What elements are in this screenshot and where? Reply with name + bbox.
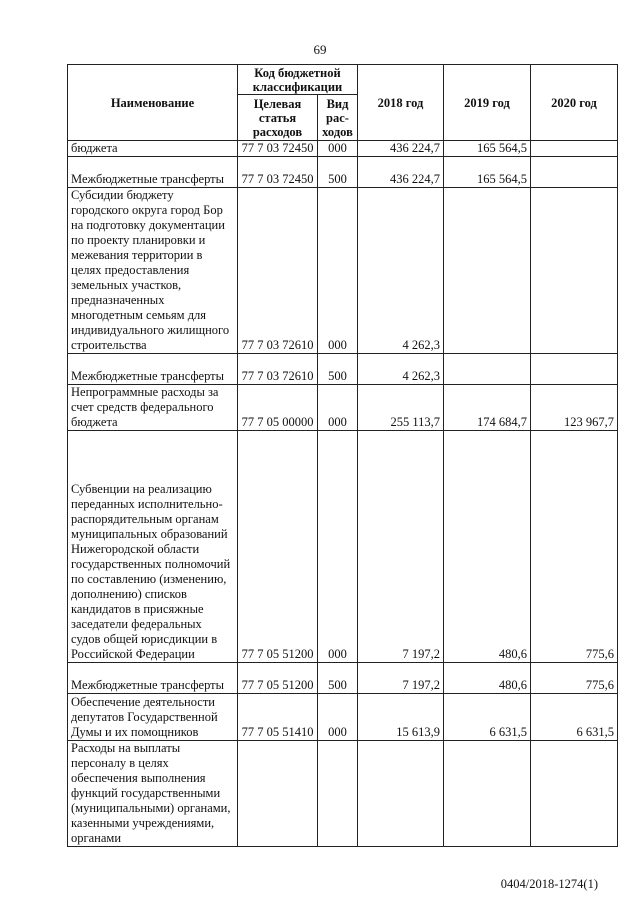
cell-name: Непрограммные расходы за счет средств федерального бюджета xyxy=(68,385,238,431)
cell-y2020: 6 631,5 xyxy=(531,694,618,741)
cell-y2020 xyxy=(531,741,618,847)
header-type: Вид рас-ходов xyxy=(318,95,358,141)
header-2020: 2020 год xyxy=(531,65,618,141)
cell-y2019: 174 684,7 xyxy=(444,385,531,431)
header-2018: 2018 год xyxy=(358,65,444,141)
cell-type: 000 xyxy=(318,141,358,157)
cell-target: 77 7 05 51200 xyxy=(238,431,318,663)
cell-y2019: 165 564,5 xyxy=(444,157,531,188)
cell-y2018: 436 224,7 xyxy=(358,157,444,188)
cell-y2018: 4 262,3 xyxy=(358,188,444,354)
table-row xyxy=(68,741,618,847)
cell-name: Расходы на выплаты персоналу в целях обеспечения выполнения функций государственными (муниципальными) органами, казенными учреждениями, органами xyxy=(68,741,238,847)
cell-y2019 xyxy=(444,188,531,354)
table-row xyxy=(68,188,618,354)
cell-y2019: 165 564,5 xyxy=(444,141,531,157)
table-row xyxy=(68,354,618,385)
header-2019: 2019 год xyxy=(444,65,531,141)
cell-y2020: 123 967,7 xyxy=(531,385,618,431)
cell-type: 000 xyxy=(318,431,358,663)
cell-y2020 xyxy=(531,157,618,188)
cell-y2020 xyxy=(531,354,618,385)
cell-y2019 xyxy=(444,741,531,847)
cell-y2018: 7 197,2 xyxy=(358,431,444,663)
cell-target: 77 7 05 00000 xyxy=(238,385,318,431)
cell-y2019 xyxy=(444,354,531,385)
cell-type xyxy=(318,741,358,847)
cell-target: 77 7 03 72450 xyxy=(238,157,318,188)
table-header xyxy=(68,65,618,141)
cell-y2020 xyxy=(531,141,618,157)
table-body xyxy=(68,141,618,847)
cell-y2019: 480,6 xyxy=(444,431,531,663)
cell-y2019: 480,6 xyxy=(444,663,531,694)
cell-name: Межбюджетные трансферты xyxy=(68,157,238,188)
cell-target: 77 7 03 72610 xyxy=(238,354,318,385)
cell-type: 000 xyxy=(318,694,358,741)
cell-type: 000 xyxy=(318,385,358,431)
cell-target: 77 7 05 51200 xyxy=(238,663,318,694)
cell-target: 77 7 03 72450 xyxy=(238,141,318,157)
cell-type: 500 xyxy=(318,157,358,188)
cell-y2018: 4 262,3 xyxy=(358,354,444,385)
table-row xyxy=(68,431,618,663)
cell-y2019: 6 631,5 xyxy=(444,694,531,741)
budget-table xyxy=(67,64,618,847)
cell-y2018: 7 197,2 xyxy=(358,663,444,694)
header-name: Наименование xyxy=(68,65,238,141)
cell-target: 77 7 03 72610 xyxy=(238,188,318,354)
cell-type: 000 xyxy=(318,188,358,354)
cell-name: Обеспечение деятельности депутатов Государственной Думы и их помощников xyxy=(68,694,238,741)
cell-name: Межбюджетные трансферты xyxy=(68,354,238,385)
table-row xyxy=(68,157,618,188)
cell-y2020 xyxy=(531,188,618,354)
cell-name: Межбюджетные трансферты xyxy=(68,663,238,694)
cell-type: 500 xyxy=(318,354,358,385)
cell-y2018 xyxy=(358,741,444,847)
cell-name: Субсидии бюджету городского округа город Бор на подготовку документации по проекту планировки и межевания территории в целях предоставления земельных участков, предназначенных многодетным семьям для индивидуального жилищного строительства xyxy=(68,188,238,354)
cell-y2018: 255 113,7 xyxy=(358,385,444,431)
cell-target: 77 7 05 51410 xyxy=(238,694,318,741)
cell-type: 500 xyxy=(318,663,358,694)
cell-y2018: 436 224,7 xyxy=(358,141,444,157)
table-row xyxy=(68,385,618,431)
table-row xyxy=(68,141,618,157)
table-row xyxy=(68,663,618,694)
table-row xyxy=(68,694,618,741)
cell-name: Субвенции на реализацию переданных исполнительно-распорядительным органам муниципальных образований Нижегородской области государственных полномочий по составлению (изменению, дополнению) списков кандидатов в присяжные заседатели федеральных судов общей юрисдикции в Российской Федерации xyxy=(68,431,238,663)
document-number: 0404/2018-1274(1) xyxy=(500,877,598,891)
cell-y2020: 775,6 xyxy=(531,431,618,663)
header-kbk: Код бюджетной классификации xyxy=(238,65,358,95)
cell-y2018: 15 613,9 xyxy=(358,694,444,741)
header-target: Целевая статья расходов xyxy=(238,95,318,141)
cell-target xyxy=(238,741,318,847)
cell-name: бюджета xyxy=(68,141,238,157)
page-number: 69 xyxy=(313,42,327,57)
cell-y2020: 775,6 xyxy=(531,663,618,694)
